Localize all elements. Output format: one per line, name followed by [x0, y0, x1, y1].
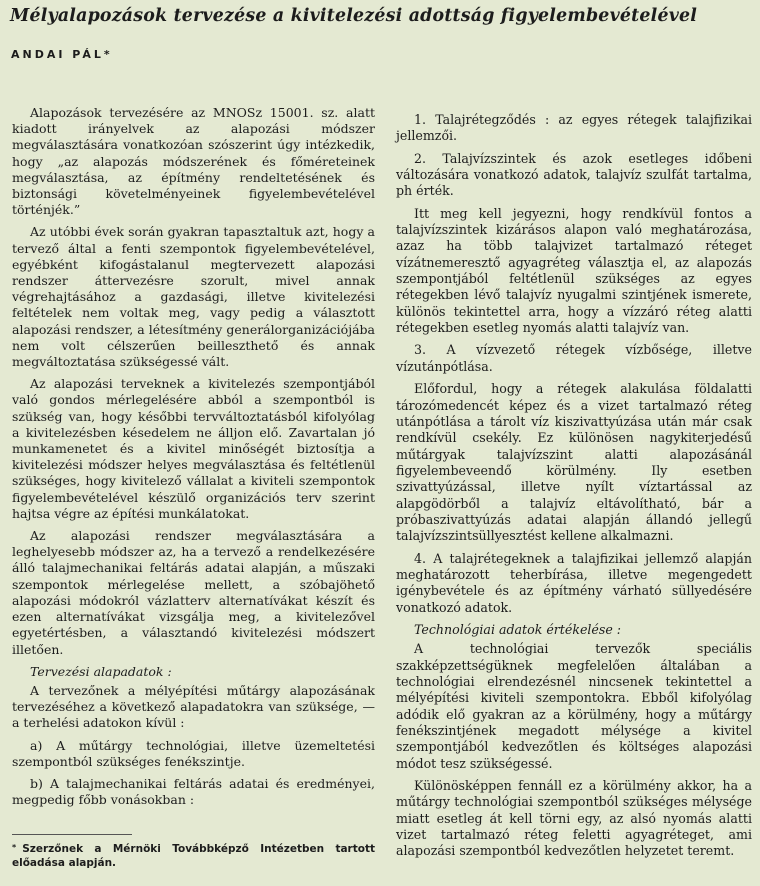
body-paragraph: Különösképpen fennáll ez a körülmény akkor, ha a műtárgy technológiai szempontból szükséges mélysége miatt esetleg át kell törni egy, az alsó nyomás alatti vizet tartalmazó réteg feletti agyagréteget, ami alapozási szempontból kedvezőtlen helyzetet teremt.: [396, 778, 752, 859]
footnote: [12, 841, 375, 870]
footnote-text: Szerzőnek a Mérnöki Továbbképző Intézetben tartott előadása alapján.: [12, 843, 375, 870]
right-column: [396, 112, 752, 866]
footnote-divider: [12, 834, 132, 835]
list-item: 2. Talajvízszintek és azok esetleges időbeni változására vonatkozó adatok, talajvíz szulfát tartalma, ph érték.: [396, 150, 752, 199]
section-heading: Tervezési alapadatok :: [30, 663, 172, 679]
body-paragraph: Alapozások tervezésére az MNOSz 15001. sz. alatt kiadott irányelvek az alapozási módszer megválasztására vonatkozóan szószerint úgy intézkedik, hogy „az alapozás módszerének és főméreteinek megválasztása, az építmény rendeltetésének és biztonsági követelményeinek figyelembevételével történjék.”: [12, 105, 375, 218]
body-paragraph: Az utóbbi évek során gyakran tapasztaltuk azt, hogy a tervező által a fenti szempontok figyelembevételével, egyébként kifogástalanul megtervezett alapozási rendszer áttervezésre szorult, mivel annak végrehajtásához a gazdasági, illetve kivitelezési feltételek nem voltak meg, vagy pedig a választott alapozási rendszer, a létesítmény generálorganizációjába nem volt célszerűen beilleszthető és annak megváltoztatása szükségessé vált.: [12, 224, 375, 370]
list-item: 4. A talajrétegeknek a talajfizikai jellemző alapján meghatározott teherbírása, illetve megengedett igénybevétele és az építmény várható süllyedésére vonatkozó adatok.: [396, 550, 752, 615]
list-item: 3. A vízvezető rétegek vízbősége, illetve vízutánpótlása.: [396, 342, 752, 374]
body-paragraph: A tervezőnek a mélyépítési műtárgy alapozásának tervezéséhez a következő alapadatokra van szüksége, — a terhelési adatokon kívül :: [12, 682, 375, 731]
list-item: a) A műtárgy technológiai, illetve üzemeltetési szempontból szükséges fenékszintje.: [12, 737, 375, 769]
left-column: [12, 105, 375, 870]
author-name: ANDAI PÁL*: [11, 48, 113, 61]
body-paragraph: Előfordul, hogy a rétegek alakulása földalatti tározómedencét képez és a vizet tartalmazó réteg utánpótlása a tárolt víz kiszivattyúzása után már csak rendkívül csekély. Ez különösen nagykiterjedésű műtárgyak talajvízszint alatti alapozásánál figyelembeveendő körülmény. Ily esetben szivattyúzással, illetve nyílt víztartással az alapgödörből a talajvíz eltávolítható, bár a próbaszivattyúzás adatai alapján állandó jellegű talajvízszintsüllyesztést kellene alkalmazni.: [396, 381, 752, 544]
body-paragraph: A technológiai tervezők speciális szakképzettségüknek megfelelően általában a technológiai elrendezésnél nincsenek tekintettel a mélyépítési kiviteli szempontokra. Ebből kifolyólag adódik elő gyakran az a körülmény, hogy a műtárgy fenékszintjének megadott mélysége a kivitel szempontjából kedvezőtlen és költséges alapozási módot tesz szükségessé.: [396, 641, 752, 771]
body-paragraph: Az alapozási terveknek a kivitelezés szempontjából való gondos mérlegelésére abból a szempontból is szükség van, hogy későbbi tervváltoztatásból kifolyólag a kivitelezésben késedelem ne álljon elő. Zavartalan jó munkamenetet és a kivitel minőségét biztosítja a kivitelezési módszer helyes megválasztása és feltétlenül szükséges, hogy kivitelező vállalat a kiviteli szempontok figyelembevételével készülő organizációs terv szerint hajtsa végre az építési munkálatokat.: [12, 376, 375, 521]
article-title: Mélyalapozások tervezése a kivitelezési adottság figyelembevételével: [10, 6, 698, 26]
list-item: 1. Talajrétegződés : az egyes rétegek talajfizikai jellemzői.: [396, 112, 752, 144]
footnote-marker: *: [12, 843, 17, 853]
body-paragraph: Itt meg kell jegyezni, hogy rendkívül fontos a talajvízszintek kizárásos alapon való meghatározása, azaz ha több talajvizet tartalmazó réteget vízátnemeresztő agyagréteg választja el, az alapozás szempontjából feltétlenül szükséges az egyes rétegekben lévő talajvíz nyugalmi szintjének ismerete, különös tekintettel arra, hogy a vízzáró réteg alatti rétegekben esetleg nyomás alatti talajvíz van.: [396, 205, 752, 336]
list-item: b) A talajmechanikai feltárás adatai és eredményei, megpedig főbb vonásokban :: [12, 775, 375, 808]
body-paragraph: Az alapozási rendszer megválasztására a leghelyesebb módszer az, ha a tervező a rendelkezésére álló talajmechanikai feltárás adatai alapján, a műszaki szempontok mérlegelése mellett, a szóbajöhető alapozási módokról vázlatterv alternatívákat készít és ezen alternatívákat vizsgálja meg, a kivitelezővel egyetértésben, a választandó kivitelezési módszert illetően.: [12, 528, 375, 657]
section-heading: Technológiai adatok értékelése :: [414, 621, 622, 637]
